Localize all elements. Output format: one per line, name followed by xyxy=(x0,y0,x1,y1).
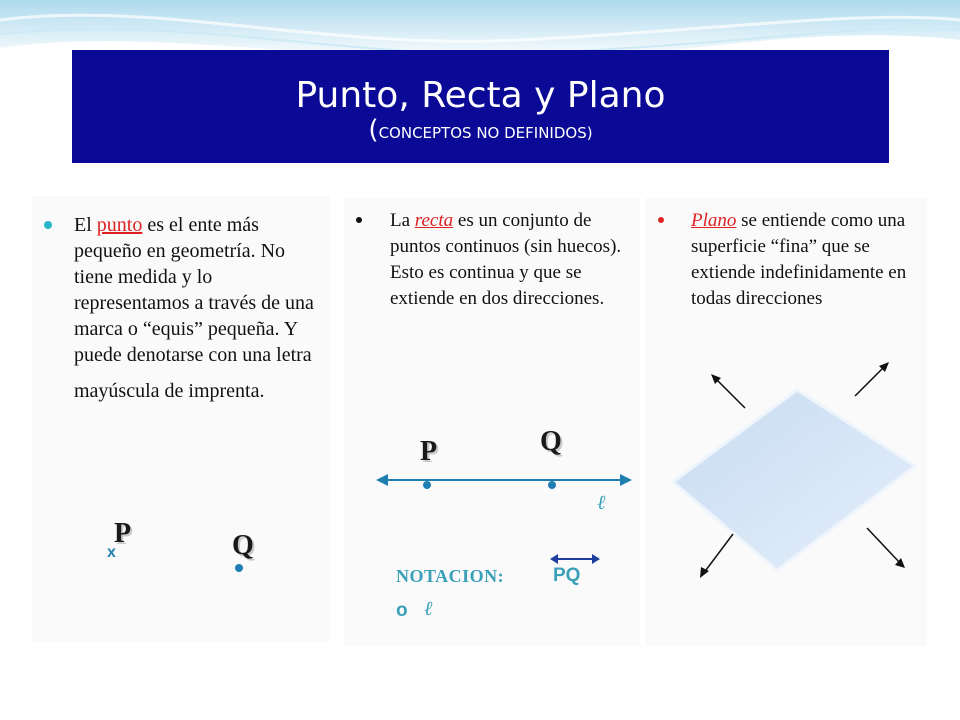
point-q-dot xyxy=(235,564,243,572)
plane-diagram xyxy=(665,358,925,598)
notation-label: NOTACION: xyxy=(396,566,505,586)
point-label-q: Q xyxy=(232,530,254,561)
line-diagram xyxy=(374,468,634,498)
line-point-label-p: P xyxy=(420,436,438,467)
keyword-plano: Plano xyxy=(691,210,737,231)
panel-punto xyxy=(32,196,330,642)
notation-pq: PQ xyxy=(553,565,581,586)
keyword-recta: recta xyxy=(414,210,454,231)
line-name-symbol: ℓ xyxy=(597,492,606,514)
panel-plano xyxy=(645,198,927,646)
point-x-mark: x xyxy=(107,544,116,561)
segment-arrow-icon xyxy=(550,552,600,566)
title-banner xyxy=(72,50,889,163)
plano-description: Plano se entiende como una superficie “fina” que se extiende indefinidamente en todas direcciones xyxy=(691,210,907,309)
bullet-icon xyxy=(356,217,362,223)
notation-or: o xyxy=(396,600,408,621)
point-label-p: P xyxy=(114,518,132,549)
bullet-icon xyxy=(658,217,664,223)
bullet-icon xyxy=(44,221,52,229)
panel-recta xyxy=(344,198,640,646)
page-subtitle: (CONCEPTOS NO DEFINIDOS) xyxy=(368,115,593,145)
page-title: Punto, Recta y Plano xyxy=(295,75,666,116)
line-point-label-q: Q xyxy=(540,426,562,457)
keyword-punto: punto xyxy=(96,214,143,236)
recta-description: La recta es un conjunto de puntos continuos (sin huecos). Esto es continua y que se extiende en dos direcciones. xyxy=(390,210,622,309)
notation-l-symbol: ℓ xyxy=(424,598,433,620)
punto-description: El punto es el ente más pequeño en geometría. No tiene medida y lo representamos a través de una marca o “equis” pequeña. Y puede denotarse con una letra mayúscula de imprenta. xyxy=(74,214,314,402)
